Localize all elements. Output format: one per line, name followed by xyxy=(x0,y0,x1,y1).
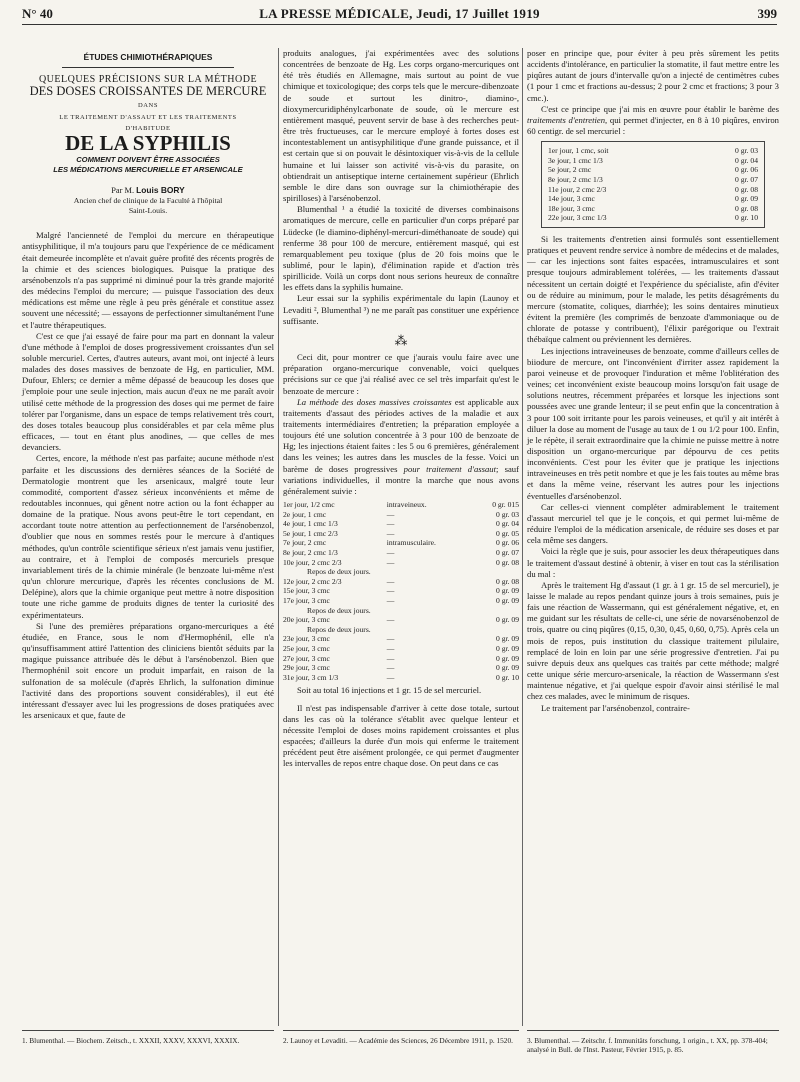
footnote-1: 1. Blumenthal. — Biochem. Zeitsch., t. XXXII, XXXV, XXXVI, XXXIX. xyxy=(22,1036,240,1045)
schedule-day: 7e jour, 2 cmc xyxy=(283,538,327,548)
schedule-day: 10e jour, 2 cmc 2/3 xyxy=(283,557,342,567)
schedule-row xyxy=(283,644,519,654)
schedule-day: 8e jour, 2 cmc 1/3 xyxy=(283,548,338,558)
schedule-day: 3e jour, 1 cmc 1/3 xyxy=(548,155,603,165)
schedule-rest-label: Repos de deux jours. xyxy=(307,624,371,634)
schedule-day: 20e jour, 3 cmc xyxy=(283,615,330,625)
paragraph: Car celles-ci viennent compléter admirablement le traitement d'assaut mercuriel tel que je le conçois, et qui permet lui-même de réduire l'emploi de la médication arsenicale, de réduire ses doses et par cela même ses dangers. xyxy=(527,501,779,546)
affiliation-line: Saint-Louis. xyxy=(128,206,168,216)
footnote-2: 2. Launoy et Levaditi. — Académie des Sciences, 26 Décembre 1911, p. 1520. xyxy=(283,1036,513,1045)
paragraph: Si l'une des premières préparations organo-mercuriques a été étudiée, en France, sous le nom d'Hermophénil, elle n'a qu'insuffisamment attiré l'attention des cliniciens bientôt séduits par la magique puissance attribuée dès le début à l'arsénobenzol. Bien que l'hermophénil soit encore un produit imparfait, en raison de la sulfonation de sa molécule (d'après Ehrlich, la sulfonation diminue l'activité dans des proportions souvent considérables), il eut été intéressant d'essayer avec lui les progressions de doses pratiquées avec les arsenicaux et que, faute de xyxy=(22,620,274,720)
paragraph xyxy=(283,397,519,497)
paragraph: Si les traitements d'entretien ainsi formulés sont essentiellement pratiques et peuvent rendre service à nombre de médecins et de malades, — car les injections sont faites espacées, intramusculaires et sont presque toujours admirablement tolérées, — les traitements d'assaut nécessitent un certain doigté et l'expérience du spécialiste, afin d'éviter ou de réduire au minimum, pour le malade, les petits désagréments du mercure (stomatite, coliques, diarrhée); les soins dentaires minutieux évitent la première (les comprimés de benzoate d'ammoniaque ou de chlorate de potasse y contribuent), l'élixir parégorique ou l'extrait thébaïque calment ou préviennent les dernières. xyxy=(527,234,779,345)
section-title: ÉTUDES CHIMIOTHÉRAPIQUES xyxy=(83,52,213,62)
text: ; sauf variations individuelles, il montre la marche que nous avons généralement suivie : xyxy=(283,463,519,496)
schedule-row xyxy=(283,500,519,510)
schedule-dose: 0 gr. 06 xyxy=(735,165,758,175)
emphasis: traitements d'entretien xyxy=(527,114,606,125)
header-rule xyxy=(22,24,777,25)
schedule-dose: 0 gr. 09 xyxy=(496,634,519,644)
schedule-rest-row xyxy=(283,606,519,616)
schedule-route: — xyxy=(386,557,395,567)
paragraph: C'est ce que j'ai essayé de faire pour ma part en donnant la valeur d'une méthode à l'emploi de doses progressivement croissantes d'un sel soluble mercuriel. Certes, d'autres auteurs, avant moi, ont injecté à leurs malades des doses massives de benzoate de Hg, en particulier, MM. Dufour, Ehlers; ce dernier a même dépassé de beaucoup les doses que j'emploie pour une seule injection, mais aucun d'eux ne me paraît avoir utilisé cette méthode de la progression des doses qui me permet de faire tolérer par l'organisme, dans un espace de temps relativement très court, des doses totales beaucoup plus considérables et par cela même plus efficaces, — tout en étant plus anodines, — que celles de mes devanciers. xyxy=(22,330,274,453)
schedule-route: — xyxy=(386,615,395,625)
column-divider xyxy=(522,48,523,1026)
schedule-day: 5e jour, 2 cmc xyxy=(548,165,592,175)
schedule-row xyxy=(548,185,758,195)
article-main-title: DE LA SYPHILIS xyxy=(65,130,231,155)
section-separator: ⁂ xyxy=(394,332,408,348)
schedule-day: 31e jour, 3 cm 1/3 xyxy=(283,672,339,682)
page-number: 399 xyxy=(757,6,777,21)
schedule-dose: 0 gr. 09 xyxy=(496,653,519,663)
schedule-day: 8e jour, 2 cmc 1/3 xyxy=(548,175,603,185)
schedule-row xyxy=(283,586,519,596)
schedule-route: — xyxy=(386,644,395,653)
schedule-dose: 0 gr. 04 xyxy=(735,155,758,165)
paragraph: Voici la règle que je suis, pour associer les deux thérapeutiques dans le traitement d'assaut destiné à obtenir, à viser en tout cas la stérilisation du mal : xyxy=(527,546,779,579)
schedule-day: 12e jour, 2 cmc 2/3 xyxy=(283,576,342,586)
paragraph: Ceci dit, pour montrer ce que j'aurais voulu faire avec une préparation organo-mercurique convenable, voici quelques précisions sur ce que j'ai réalisé avec ce sel très imparfait qu'est le benzoate de mercure : xyxy=(283,352,519,396)
footnote-rule xyxy=(283,1030,519,1031)
schedule-rest-row xyxy=(283,567,519,577)
schedule-route: intramusculaire. xyxy=(386,538,436,548)
affiliation-line: Ancien chef de clinique de la Faculté à l'hôpital xyxy=(73,196,223,206)
emphasis: La méthode des doses massives croissantes xyxy=(297,396,452,407)
author-line xyxy=(22,185,274,196)
schedule-rest-label: Repos de deux jours. xyxy=(307,567,371,577)
schedule-row xyxy=(283,634,519,644)
maintenance-schedule-box xyxy=(541,141,765,228)
paragraph: poser en principe que, pour éviter à peu près sûrement les petits accidents d'intolérance, en particulier la stomatite, il faut mettre entre les piqûres autant de jours d'intervalle qu'on a injecté de centimètres cubes (1 pour 1 cmc et fractions au-dessus; 2 pour 2 cmc et fractions; 3 pour 3 cmc.). xyxy=(527,48,779,103)
maintenance-schedule-table xyxy=(548,146,758,223)
author-prefix: Par M. xyxy=(111,186,135,196)
schedule-row xyxy=(283,519,519,529)
paragraph xyxy=(527,104,779,137)
schedule-day: 25e jour, 3 cmc xyxy=(283,644,330,653)
schedule-dose: 0 gr. 10 xyxy=(735,213,758,223)
schedule-day: 27e jour, 3 cmc xyxy=(283,653,330,663)
schedule-day: 2e jour, 1 cmc xyxy=(283,509,327,519)
footnote-rule xyxy=(527,1030,779,1031)
schedule-rest-label: Repos de deux jours. xyxy=(307,605,371,615)
schedule-row xyxy=(548,165,758,175)
schedule-day: 11e jour, 2 cmc 2/3 xyxy=(548,184,607,194)
title-rule xyxy=(62,67,234,68)
emphasis: pour traitement d'assaut xyxy=(403,463,497,474)
page-header xyxy=(22,4,777,26)
article-subtitle: LES MÉDICATIONS MERCURIELLE ET ARSENICALE xyxy=(53,165,243,175)
author-name: Louis BORY xyxy=(136,185,185,196)
column-3 xyxy=(527,48,779,714)
assault-schedule-table xyxy=(283,500,519,682)
paragraph: Après le traitement Hg d'assaut (1 gr. à 1 gr. 15 de sel mercuriel), je laisse le malade au repos pendant quinze jours à trois semaines, puis je fais une réaction de Wassermann, qui est généralement négative, et, en me guidant sur les résultats de celle-ci, une série de novarsénobenzol de trois, quatre ou cinq piqûres (0,15, 0,30, 0,45, 0,60, 0,75). Après cela un mois de repos, puis institution du classique traitement pilulaire, remplacé de loin en loin par une série progressive d'entretien. J'ai pu suivre depuis deux ans quelques cas traités par cette méthode; malgré cette unique série mercuro-arsenicale, la réaction de Wassermann s'est maintenue négative, et j'ai quelque espoir d'avoir ainsi stérilisé le mal chez ces malades, avec le minimum de risques. xyxy=(527,579,779,702)
column-1 xyxy=(22,48,274,721)
schedule-route: intraveineux. xyxy=(386,500,427,510)
schedule-route: — xyxy=(386,663,395,673)
journal-title: LA PRESSE MÉDICALE, Jeudi, 17 Juillet 1919 xyxy=(259,6,540,21)
article-title-line: DANS xyxy=(137,102,159,110)
schedule-day: 15e jour, 3 cmc xyxy=(283,586,330,596)
schedule-route: — xyxy=(386,634,395,644)
schedule-row xyxy=(283,663,519,673)
schedule-row xyxy=(548,213,758,223)
schedule-day: 1er jour, 1 cmc, soit xyxy=(548,146,609,156)
author-affiliation xyxy=(22,196,274,216)
schedule-row xyxy=(283,558,519,568)
schedule-row xyxy=(283,654,519,664)
schedule-dose: 0 gr. 09 xyxy=(735,194,758,204)
schedule-dose: 0 gr. 09 xyxy=(496,596,519,606)
paragraph: Malgré l'ancienneté de l'emploi du mercure en thérapeutique antisyphilitique, il m'a toujours paru que l'expérience de ce médicament était demeurée incomplète et n'avait guère profité des récents progrès de la chimie et des sciences biologiques. Puisque la pratique des arsénobenzols n'a pas supprimé ni diminué pour la très grande majorité des médecins l'emploi du mercure; — puisque l'association des deux médications est même une règle à peu près générale et constitue assez souvent une nécessité; — essayons de perfectionner simultanément l'une et l'autre thérapeutiques. xyxy=(22,230,274,330)
issue-number: N° 40 xyxy=(22,6,53,21)
article-title-line: LE TRAITEMENT D'ASSAUT ET LES TRAITEMENTS xyxy=(59,113,237,121)
schedule-route: — xyxy=(386,519,395,529)
schedule-route: — xyxy=(386,509,395,519)
schedule-row xyxy=(283,596,519,606)
schedule-day: 4e jour, 1 cmc 1/3 xyxy=(283,519,338,529)
schedule-dose: 0 gr. 09 xyxy=(496,586,519,596)
schedule-dose: 0 gr. 03 xyxy=(496,509,519,519)
schedule-row xyxy=(283,538,519,548)
schedule-dose: 0 gr. 08 xyxy=(496,557,519,567)
schedule-route: — xyxy=(386,528,395,538)
schedule-row xyxy=(283,529,519,539)
schedule-row xyxy=(283,577,519,587)
text: est applicable aux traitements d'assaut des périodes actives de la maladie et aux traitements intermédiaires d'entretien; la préparation employée a toujours été une solution concentrée à 3 pour 100 de benzoate de Hg; les injections étaient faites : les 5 ou 6 premières, généralement dans les veines; les autres dans les muscles de la fesse. Voici un barème de doses progressives xyxy=(283,396,519,474)
schedule-row xyxy=(283,548,519,558)
text: C'est ce principe que j'ai mis en œuvre pour établir le barème des xyxy=(541,103,779,114)
text: , qui permet d'injecter, en 8 à 10 piqûres, environ 60 centigr. de sel mercuriel : xyxy=(527,114,779,137)
schedule-route: — xyxy=(386,576,395,586)
article-title-line: QUELQUES PRÉCISIONS SUR LA MÉTHODE xyxy=(38,74,258,86)
schedule-day: 18e jour, 3 cmc xyxy=(548,203,595,213)
schedule-dose: 0 gr. 03 xyxy=(735,146,758,156)
article-title-line: D'HABITUDE xyxy=(125,124,171,132)
schedule-dose: 0 gr. 09 xyxy=(496,615,519,625)
column-2 xyxy=(283,48,519,769)
schedule-row xyxy=(283,673,519,683)
paragraph: produits analogues, j'ai expérimentées avec des solutions concentrées de benzoate de Hg. Les corps organo-mercuriques ont été très étudiés en Allemagne, mais surtout au point de vue chimique et toxicologique; des corps tels que le mercure-dibenzoate de soude et surtout les dinitro-, diamino-, dioxymercuridiphénylcarbonate de soude, où le mercure est entièrement masqué, peuvent servir de base à des recherches peut-être très fructueuses, car le mercure employé à fortes doses est incontestablement un antisyphilitique d'une grande puissance, et il est certain que si on pouvait le désintoxiquer vis-à-vis de la cellule humaine et lui laisser son activité vis-à-vis du parasite, on obtiendrait un antiseptique interne certainement supérieur (Ehrlich semble le dire dans son ouvrage sur la chimiothérapie des spirilloses) à l'arsénobenzol. xyxy=(283,48,519,204)
schedule-row xyxy=(548,156,758,166)
schedule-dose: 0 gr. 07 xyxy=(735,175,758,185)
schedule-dose: 0 gr. 015 xyxy=(492,500,519,510)
schedule-route: — xyxy=(386,596,395,606)
schedule-day: 22e jour, 3 cmc 1/3 xyxy=(548,213,607,223)
schedule-rest-row xyxy=(283,625,519,635)
column-divider xyxy=(278,48,279,1026)
schedule-dose: 0 gr. 09 xyxy=(496,663,519,673)
schedule-day: 17e jour, 3 cmc xyxy=(283,596,330,606)
schedule-dose: 0 gr. 09 xyxy=(496,644,519,653)
schedule-dose: 0 gr. 05 xyxy=(496,528,519,538)
schedule-day: 23e jour, 3 cmc xyxy=(283,634,330,644)
paragraph: Il n'est pas indispensable d'arriver à cette dose totale, surtout dans les cas où la tolérance s'établit avec quelque lenteur et nécessite l'emploi de doses moins rapidement croissantes et plus espacées; d'ailleurs la durée d'un mois qui enferme le traitement précédent peut être aisément prolongée, ce qui permet d'augmenter les intervalles de repos entre chaque dose. On peut dans ce cas xyxy=(283,702,519,769)
schedule-day: 14e jour, 3 cmc xyxy=(548,194,595,204)
schedule-dose: 0 gr. 08 xyxy=(496,576,519,586)
schedule-dose: 0 gr. 10 xyxy=(496,672,519,682)
article-title-line: DES DOSES CROISSANTES DE MERCURE xyxy=(29,84,267,99)
schedule-route: — xyxy=(386,586,395,596)
schedule-route: — xyxy=(386,548,395,558)
schedule-dose: 0 gr. 06 xyxy=(496,538,519,548)
schedule-dose: 0 gr. 08 xyxy=(735,203,758,213)
schedule-day: 5e jour, 1 cmc 2/3 xyxy=(283,528,338,538)
schedule-day: 1er jour, 1/2 cmc xyxy=(283,500,335,510)
schedule-dose: 0 gr. 04 xyxy=(496,519,519,529)
paragraph: Les injections intraveineuses de benzoate, comme d'ailleurs celles de biiodure de mercure, ont l'inconvénient d'irriter assez rapidement la paroi veineuse et de provoquer l'induration et même l'oblitération des veines; cet inconvénient existe beaucoup moins lorsqu'on fait usage de solutions neutres, récemment préparées et lorsque les injections sont poussées avec une grande lenteur; il se peut enfin que la concentration à 3 pour 100 soit irritante pour les parois veineuses, et qu'il y ait intérêt à diluer la dose au moment de l'usage au taux de 1 ou 1/2 pour 100. Enfin, je le répète, il serait extraordinaire que la chimie ne puisse mettre à notre disposition un organo-mercurique par dépourvu de ces petits inconvénients. C'est pour les éviter que je pratique les injections intraveineuses en très petit nombre et que je les fais toutes au même bras et dans la même veine, réservant les autres pour les injections éventuelles d'arsénobenzol. xyxy=(527,345,779,501)
schedule-total: Soit au total 16 injections et 1 gr. 15 de sel mercuriel. xyxy=(297,685,482,696)
schedule-row xyxy=(548,204,758,214)
schedule-day: 29e jour, 3 cmc xyxy=(283,663,330,673)
footnote-rule xyxy=(22,1030,274,1031)
article-subtitle: COMMENT DOIVENT ÊTRE ASSOCIÉES xyxy=(76,155,220,165)
schedule-row xyxy=(283,510,519,520)
footnote-3: 3. Blumenthal. — Zeitschr. f. Immunitäts forschung, 1 origin., t. XX, pp. 378-404; analysé in Bull. de l'Inst. Pasteur, Février 1915, p. 85. xyxy=(527,1036,768,1055)
schedule-dose: 0 gr. 07 xyxy=(496,548,519,558)
paragraph: Le traitement par l'arsénobenzol, contraire- xyxy=(541,702,690,713)
paragraph: Leur essai sur la syphilis expérimentale du lapin (Launoy et Levaditi ², Blumenthal ³) ne me paraît pas constituer une expérience suffisante. xyxy=(283,293,519,326)
schedule-route: — xyxy=(386,672,395,682)
schedule-row xyxy=(283,615,519,625)
schedule-row xyxy=(548,146,758,156)
schedule-row xyxy=(548,194,758,204)
schedule-dose: 0 gr. 08 xyxy=(735,184,758,194)
paragraph: Certes, encore, la méthode n'est pas parfaite; aucune méthode n'est parfaite et les discussions des dernières séances de la Société de Dermatologie montrent que les arsenicaux, malgré toute leur commodité, comportent d'assez sérieux inconvénients et même de redoutables inconnues, qui gênent notre action ou la font échapper au domaine de la pratique. Nous avons peut-être le tort cependant, en accordant toute notre attention au perfectionnement de l'arsénobenzol, d'oublier que nous en sommes restés pour le mercure à d'antiques méthodes, qu'un contrôle scientifique sérieux n'est jamais venu justifier, au contraire, et à l'emploi de composés mercuriels presque invariablement tirés de la chimie minérale (le benzoate lui-même n'est qu'un chlorure mercurique, d'après les récentes conclusions de M. Delépine), alors que la chimie organique peut mettre à notre disposition toute une riche gamme de produits dignes de tenter la curiosité des expérimentateurs. xyxy=(22,453,274,620)
paragraph: Blumenthal ¹ a étudié la toxicité de diverses combinaisons aromatiques de mercure, celle en particulier d'un corps préparé par Lüdecke (le diamino-diphényl-mercuri-diméthanoate de soude) qui renferme 38 pour 100 de mercure, entièrement masqué, qui est remarquablement peu toxique (plus de 20 fois moins que le sublimé, pour le lapin), d'élimination rapide et d'action très spirillicide. Voilà un corps dont nous serions heureux de connaître les effets dans la syphilis humaine. xyxy=(283,204,519,293)
schedule-route: — xyxy=(386,653,395,663)
schedule-row xyxy=(548,175,758,185)
